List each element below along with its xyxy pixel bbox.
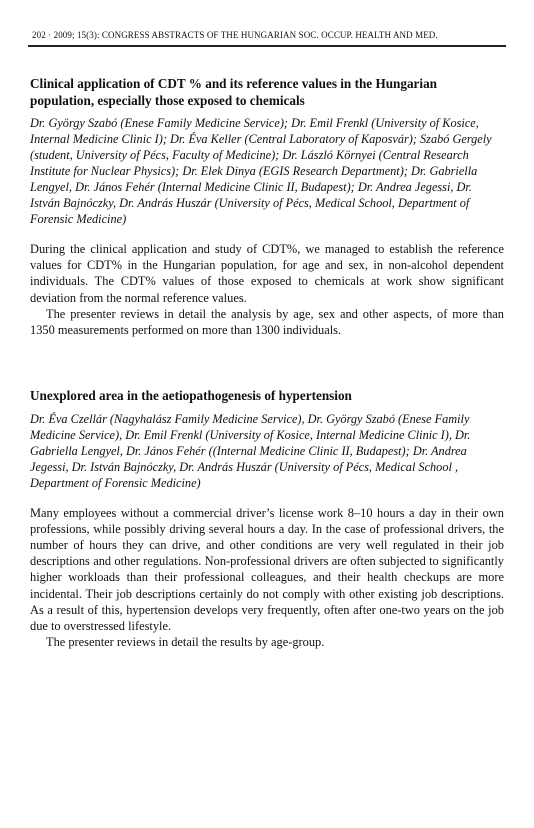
abstract-authors: Dr. Éva Czellár (Nagyhalász Family Medicine Service), Dr. György Szabó (Enese Family Medicine Service), Dr. Emil Frenkl (University of Kosice, Internal Medicine Clinic I), Dr. Gabriella Lengyel, Dr. János Fehér ((Internal Medicine Clinic II, Budapest); Dr. Andrea Jegessi, Dr. István Bajnóczky, Dr. András Huszár (University of Pécs, Medical School , Department of Forensic Medicine) — [30, 411, 471, 490]
abstract-title: Unexplored area in the aetiopathogenesis of hypertension — [30, 388, 352, 403]
abstract-body — [30, 241, 504, 338]
abstract-authors: Dr. György Szabó (Enese Family Medicine Service); Dr. Emil Frenkl (University of Kosice, Internal Medicine Clinic I); Dr. Éva Keller (Central Laboratory of Kaposvár); Szabó Gergely (student, University of Pécs, Faculty of Medicine); Dr. László Környei (Central Research Institute for Nuclear Physics); Dr. Elek Dinya (EGIS Research Department); Dr. Gabriella Lengyel, Dr. János Fehér (Internal Medicine Clinic II, Budapest); Dr. Andrea Jegessi, Dr. István Bajnóczky, Dr. András Huszár (University of Pécs, Medical School, Department of Forensic Medicine) — [30, 116, 492, 226]
abstract-paragraph: During the clinical application and study of CDT%, we managed to establish the reference values for CDT% in the Hungarian population, for age and sex, in non-alcohol dependent individuals. The CDT% values of those exposed to chemicals at work show significant deviation from the normal reference values. — [30, 242, 504, 305]
abstract-paragraph: The presenter reviews in detail the analysis by age, sex and other aspects, of more than 1350 measurements performed on more than 1300 individuals. — [30, 306, 504, 338]
abstract-cdt — [30, 76, 504, 338]
abstract-hypertension — [30, 388, 504, 650]
running-head: 202 · 2009; 15(3): CONGRESS ABSTRACTS OF THE HUNGARIAN SOC. OCCUP. HEALTH AND MED. — [32, 30, 438, 40]
abstract-paragraph: Many employees without a commercial driver’s license work 8–10 hours a day in their own professions, while possibly driving several hours a day. In the case of professional drivers, the number of hours they can drive, and other conditions are very well regulated in their job descriptions and other regulations. Non-professional drivers are often subjected to significantly higher workloads than their professional colleagues, and their health checkups are more incidental. Their job descriptions certainly do not comply with other existing job descriptions. As a result of this, hypertension develops very frequently, often after one-two years on the job due to overstressed lifestyle. — [30, 505, 504, 633]
abstract-body — [30, 505, 504, 651]
header-rule — [28, 45, 506, 47]
abstract-paragraph: The presenter reviews in detail the results by age-group. — [46, 635, 325, 650]
abstract-title: Clinical application of CDT % and its reference values in the Hungarian population, especially those exposed to chemicals — [30, 76, 438, 108]
